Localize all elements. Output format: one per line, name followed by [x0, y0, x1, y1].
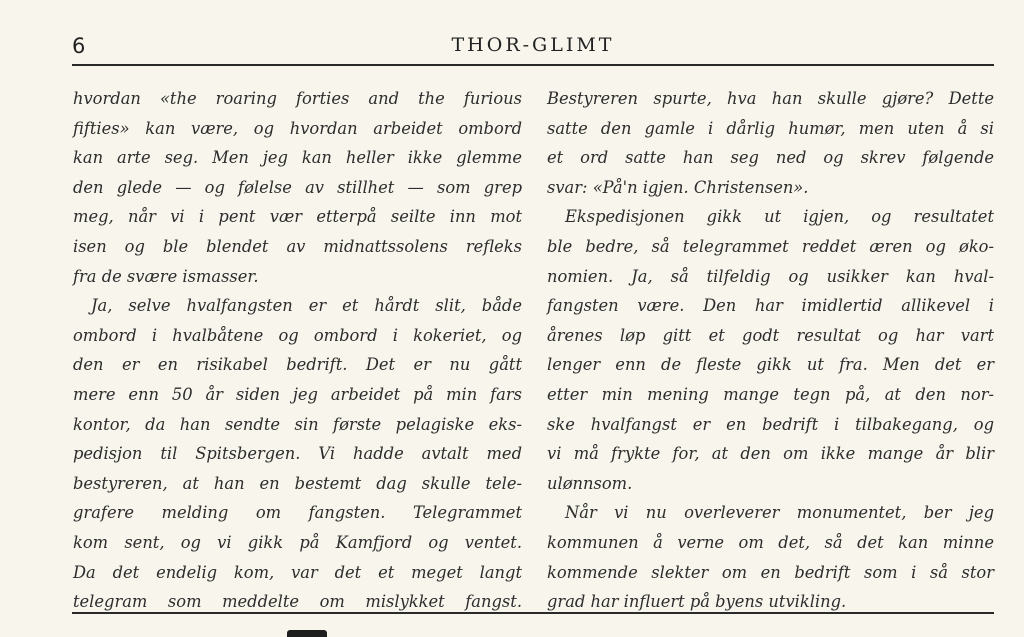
text-line: kom sent, og vi gikk på Kamfjord og ventet. [73, 532, 522, 552]
text-line: vi må frykte for, at den om ikke mange år blir [547, 444, 994, 464]
text-line: lenger enn de fleste gikk ut fra. Men det er [547, 355, 994, 375]
text-line: Bestyreren spurte, hva han skulle gjøre? Dette [547, 89, 994, 108]
text-line: mere enn 50 år siden jeg arbeidet på min fars [73, 384, 522, 404]
text-line: ulønnsom. [547, 473, 633, 493]
text-line: etter min mening mange tegn på, at den nor- [547, 384, 994, 404]
text-line: isen og ble blendet av midnattssolens refleks [73, 236, 522, 256]
text-line: nomien. Ja, så tilfeldig og usikker kan hval- [547, 266, 994, 286]
text-line: årenes løp gitt et godt resultat og har vart [547, 325, 994, 345]
text-line: kan arte seg. Men jeg kan heller ikke glemme [73, 148, 522, 168]
text-line: meg, når vi i pent vær etterpå seilte inn mot [73, 207, 522, 227]
right-column [547, 84, 994, 617]
text-line: den er en risikabel bedrift. Det er nu gått [73, 355, 522, 375]
text-line: hvordan «the roaring forties and the furious [73, 89, 522, 108]
left-column [73, 84, 522, 617]
text-line: kommunen å verne om det, så det kan minne [547, 532, 994, 552]
footer-rule [72, 612, 994, 614]
text-line: fangsten være. Den har imidlertid allikevel i [547, 296, 994, 316]
page-number: 6 [72, 34, 86, 58]
text-line: kontor, da han sendte sin første pelagiske eks- [73, 414, 522, 434]
text-line: ombord i hvalbåtene og ombord i kokeriet, og [73, 325, 522, 345]
text-line: svar: «På'n igjen. Christensen». [547, 177, 809, 197]
text-line: telegram som meddelte om mislykket fangst. [73, 592, 522, 612]
text-line: grad har influert på byens utvikling. [547, 592, 847, 612]
text-line: fra de svære ismasser. [73, 266, 259, 286]
text-line: ble bedre, så telegrammet reddet æren og øko- [547, 236, 994, 256]
text-line: Ja, selve hvalfangsten er et hårdt slit, både [91, 296, 522, 316]
cropped-ornament [287, 630, 327, 637]
text-line: Ekspedisjonen gikk ut igjen, og resultatet [565, 207, 994, 227]
text-line: et ord satte han seg ned og skrev følgende [547, 148, 994, 168]
text-line: pedisjon til Spitsbergen. Vi hadde avtalt med [73, 444, 522, 464]
header-rule [72, 64, 994, 66]
running-head-title: THOR-GLIMT [451, 34, 615, 56]
text-line: grafere melding om fangsten. Telegrammet [73, 503, 522, 523]
text-line: satte den gamle i dårlig humør, men uten å si [547, 118, 994, 138]
text-line: bestyreren, at han en bestemt dag skulle tele- [73, 473, 522, 493]
text-line: den glede — og følelse av stillhet — som grep [73, 177, 522, 197]
text-line: kommende slekter om en bedrift som i så stor [547, 562, 994, 582]
text-line: Da det endelig kom, var det et meget langt [73, 562, 522, 582]
text-line: Når vi nu overleverer monumentet, ber jeg [565, 503, 994, 523]
text-line: ske hvalfangst er en bedrift i tilbakegang, og [547, 414, 994, 434]
text-line: fifties» kan være, og hvordan arbeidet ombord [73, 118, 522, 138]
